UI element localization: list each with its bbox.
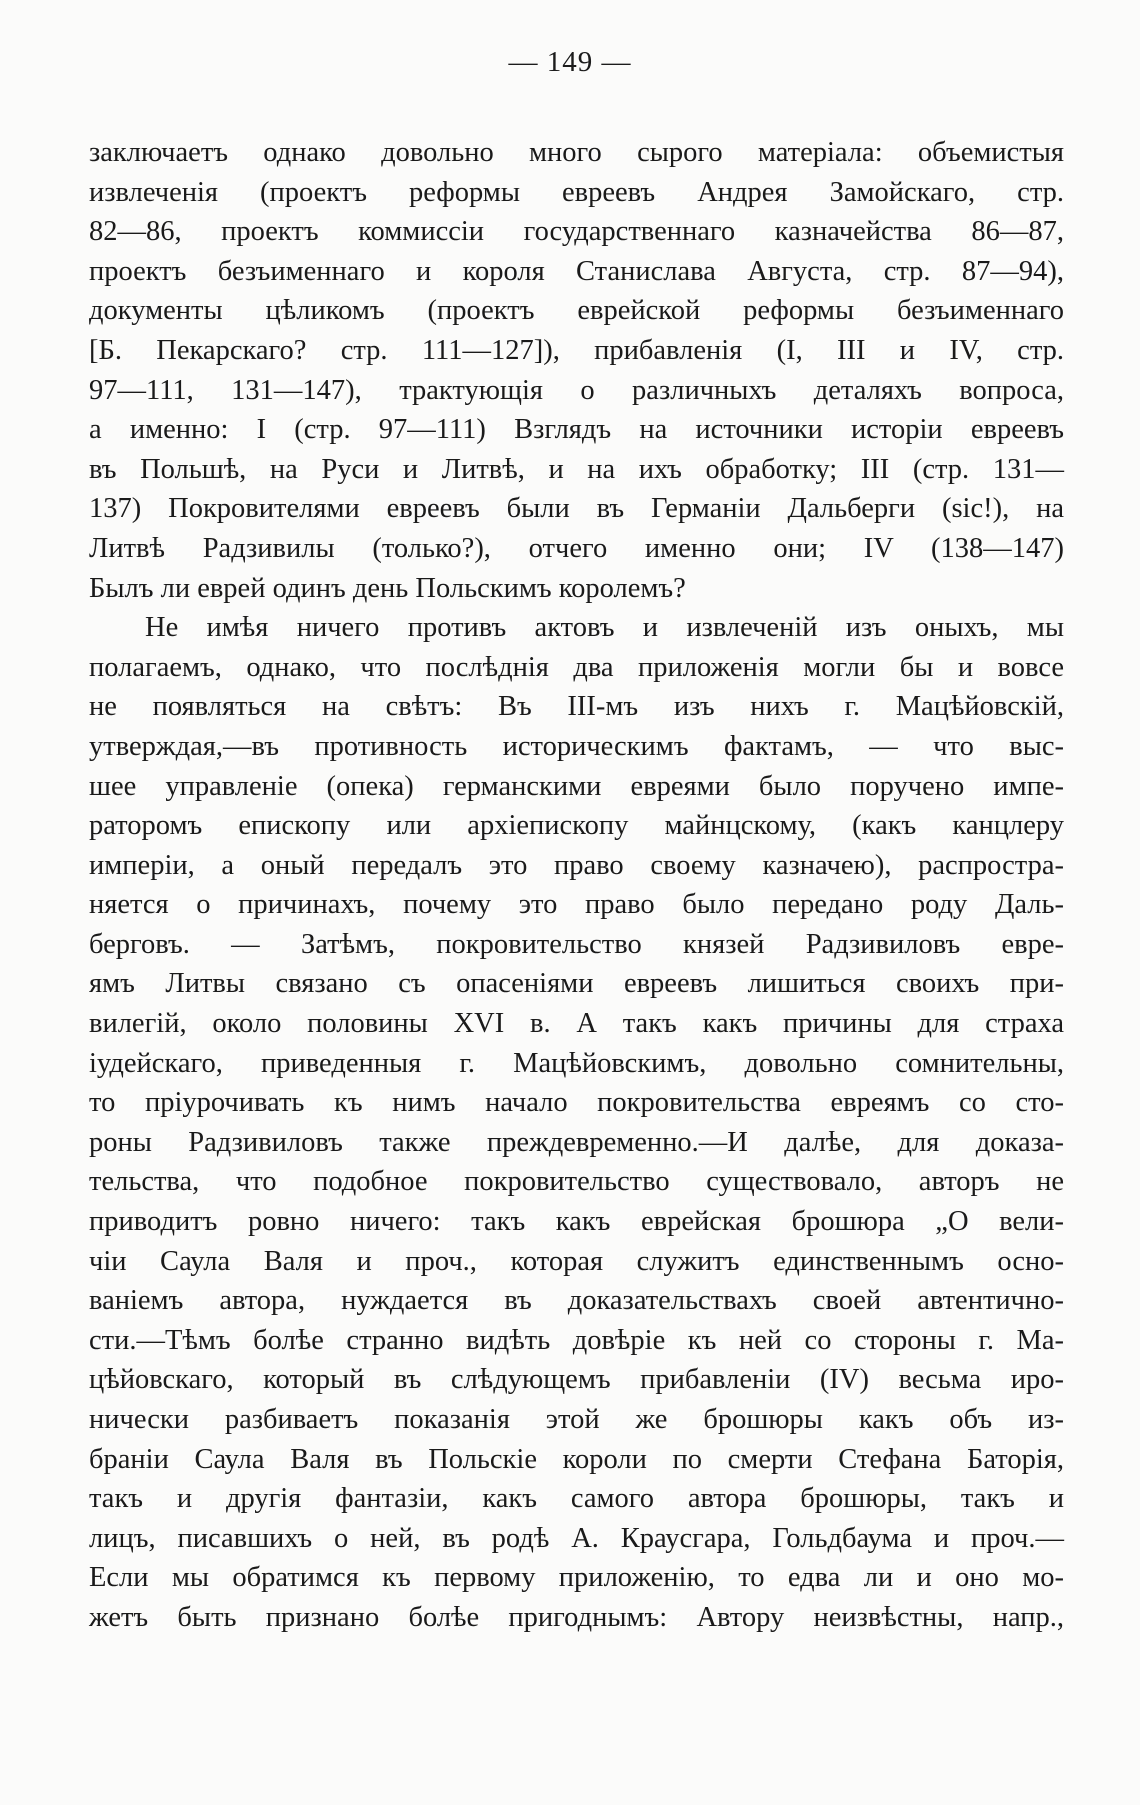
text-line: лицъ, писавшихъ о ней, въ родѣ А. Краусгара, Гольдбаума и проч.—: [89, 1522, 1064, 1554]
text-line: Былъ ли еврей одинъ день Польскимъ королемъ?: [89, 572, 686, 604]
text-line: роны Радзивиловъ также преждевременно.—И далѣе, для доказа-: [89, 1126, 1064, 1158]
text-line: [Б. Пекарскаго? стр. 111—127]), прибавленія (I, III и IV, стр.: [89, 334, 1064, 366]
text-line: Не имѣя ничего противъ актовъ и извлеченій изъ оныхъ, мы: [145, 612, 1064, 644]
text-line: іудейскаго, приведенныя г. Мацѣйовскимъ, довольно сомнительны,: [89, 1047, 1064, 1079]
text-line: жетъ быть признано болѣе пригоднымъ: Автору неизвѣстны, напр.,: [89, 1601, 1064, 1633]
text-line: 97—111, 131—147), трактующія о различныхъ деталяхъ вопроса,: [89, 374, 1064, 406]
text-line: раторомъ епископу или архіепископу майнцскому, (какъ канцлеру: [89, 810, 1064, 842]
text-line: браніи Саула Валя въ Польскіе короли по смерти Стефана Баторія,: [89, 1443, 1064, 1475]
text-line: Если мы обратимся къ первому приложенію, то едва ли и оно мо-: [89, 1562, 1064, 1594]
text-line: няется о причинахъ, почему это право было передано роду Даль-: [89, 889, 1064, 921]
text-line: не появляться на свѣтъ: Въ III-мъ изъ нихъ г. Мацѣйовскій,: [89, 691, 1064, 723]
text-line: въ Польшѣ, на Руси и Литвѣ, и на ихъ обработку; III (стр. 131—: [89, 453, 1064, 485]
text-line: 82—86, проектъ коммиссіи государственнаго казначейства 86—87,: [89, 216, 1064, 248]
text-line: вилегій, около половины XVI в. А такъ какъ причины для страха: [89, 1008, 1064, 1040]
text-line: нически разбиваетъ показанія этой же брошюры какъ объ из-: [89, 1404, 1064, 1435]
text-line: проектъ безъименнаго и короля Станислава Августа, стр. 87—94),: [89, 255, 1064, 287]
text-line: чіи Саула Валя и проч., которая служитъ единственнымъ осно-: [89, 1245, 1064, 1277]
text-line: такъ и другія фантазіи, какъ самого автора брошюры, такъ и: [89, 1483, 1064, 1515]
text-line: тельства, что подобное покровительство существовало, авторъ не: [89, 1166, 1064, 1198]
text-line: берговъ. — Затѣмъ, покровительство князей Радзивиловъ евре-: [89, 928, 1064, 960]
text-line: то пріурочивать къ нимъ начало покровительства евреямъ со сто-: [89, 1087, 1064, 1119]
text-line: Литвѣ Радзивилы (только?), отчего именно они; IV (138—147): [89, 532, 1064, 564]
text-line: 137) Покровителями евреевъ были въ Германіи Дальберги (sic!), на: [89, 493, 1064, 525]
text-line: а именно: I (стр. 97—111) Взглядъ на источники исторіи евреевъ: [89, 414, 1064, 446]
text-line: извлеченія (проектъ реформы евреевъ Андрея Замойскаго, стр.: [89, 176, 1064, 208]
text-line: приводитъ ровно ничего: такъ какъ еврейская брошюра „О вели-: [89, 1206, 1064, 1238]
text-line: документы цѣликомъ (проектъ еврейской реформы безъименнаго: [89, 295, 1064, 327]
text-line: заключаетъ однако довольно много сырого матеріала: объемистыя: [89, 137, 1064, 168]
page-number: — 149 —: [508, 46, 632, 78]
text-line: имперіи, а оный передалъ это право своему казначею), распростра-: [89, 849, 1064, 881]
text-line: утверждая,—въ противность историческимъ фактамъ, — что выс-: [89, 730, 1064, 762]
text-line: ямъ Литвы связано съ опасеніями евреевъ лишиться своихъ при-: [89, 968, 1064, 1000]
text-line: цѣйовскаго, который въ слѣдующемъ прибавленіи (IV) весьма иро-: [89, 1364, 1064, 1396]
text-line: шее управленіе (опека) германскими евреями было поручено импе-: [89, 770, 1064, 802]
text-line: сти.—Тѣмъ болѣе странно видѣть довѣріе къ ней со стороны г. Ма-: [89, 1324, 1064, 1356]
text-line: ваніемъ автора, нуждается въ доказательствахъ своей автентично-: [89, 1285, 1064, 1317]
text-line: полагаемъ, однако, что послѣднія два приложенія могли бы и вовсе: [89, 651, 1064, 683]
body-text: [89, 133, 1064, 1638]
